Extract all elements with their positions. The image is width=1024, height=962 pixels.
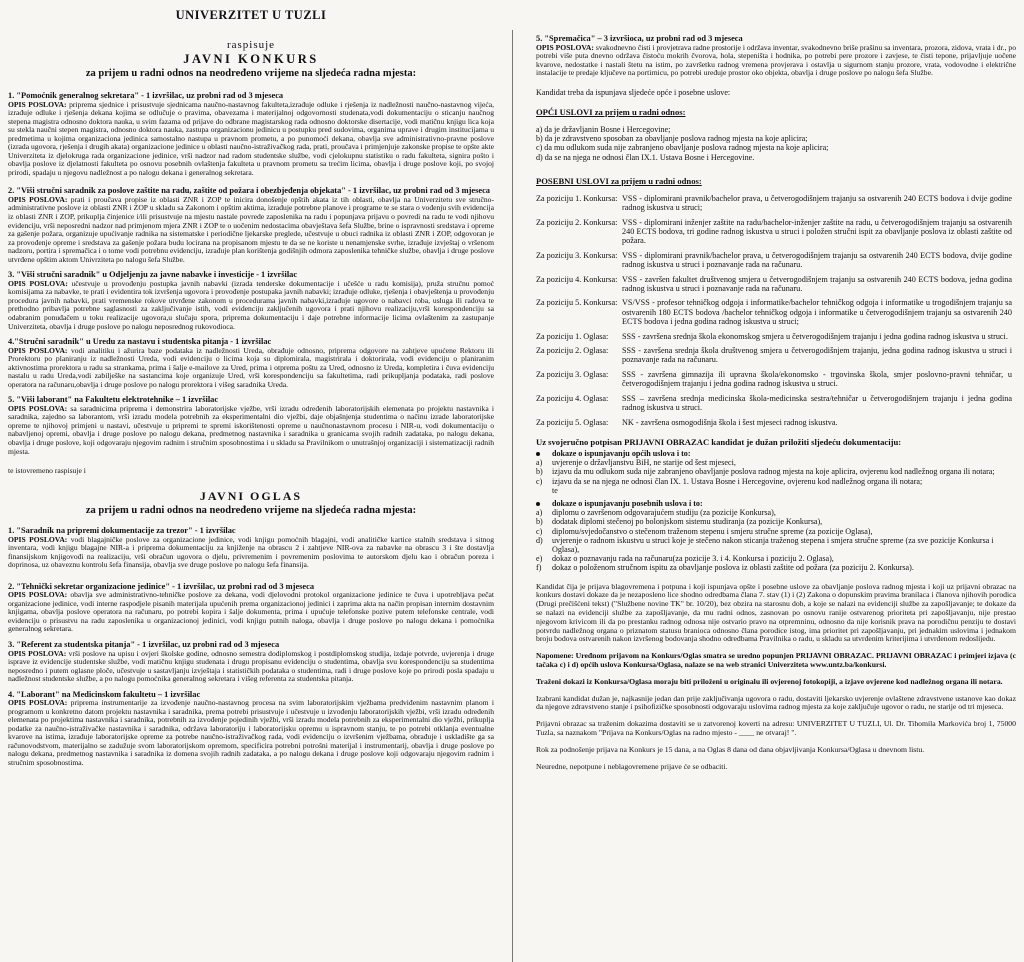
dokaz-marker: b)	[536, 467, 543, 477]
dokaz-text: diplomu/svjedočanstvo o stečenom traženom stepenu i smjeru stručne spreme (za pozicije Oglasa),	[552, 526, 873, 536]
konkurs-item-2	[8, 186, 494, 264]
dokaz-text: dodatak diplomi stečenoj po bolonjskom sistemu studiranja (za pozicije Konkursa),	[552, 517, 823, 527]
konkurs-item-body	[8, 347, 494, 390]
column-divider	[512, 30, 513, 962]
dokaz-text: dokaz o položenom stručnom ispitu za obavljanje poslova iz oblasti zaštite od požara (za poziciju 2. Konkursa).	[552, 563, 914, 573]
posebni-uslov-row	[536, 298, 1016, 326]
konkurs-item-heading: 2. "Viši stručni saradnik za poslove zaštite na radu, zaštite od požara i obezbjeđenja objekata" - 1 izvršilac, uz probni rad od 3 mjeseca	[8, 186, 490, 196]
konkurs-item-heading: 4."Stručni saradnik" u Uredu za nastavu i studentska pitanja - 1 izvršilac	[8, 337, 272, 347]
opis-text: priprema sjednice i prisustvuje sjednicama naučno-nastavnog fakulteta,izrađuje odluke i rješenja iz nadležnosti naučno-nastavnog vijeća, izrađuje odluke i rješenja dekana kojima se odlučuje o pravima, obavezama i materijalnoj odgovornosti studenata,vodi dokumentaciju o sticanju naučnog stepena magistra odnosno doktora nauka, u svim fazama od prijave do odbrane magistarskog rada odnosno doktorske disertacije, vodi matičnu knjigu lica koja su stekla naučni stepen magistra, odnosno doktora nauka, zastupa organizacionu jedinicu u postupku pred sudovima, organima uprave i drugim institucijama u predmetima u kojima organizaciona jedinica samostalno nastupa u pravnom prometu, a po punomoći dekana, obavlja sve administrativno-pravne poslove (izrada ugovora, rješenja i drugih akata) organizacione jedinice u oblasti naučno-istraživačkog rada, prati, proučava i primjenjuje zakonske propise te opšte akte Univerziteta iz djelokruga rada organizacione jedinice, vrši nadzor nad radom studentske službe, vodi cjelokupnu statistiku o radu fakulteta, signira pošto i obavlja poslove iz djelatnosti fakulteta po osnovu posebnih ovlaštenja fakulteta u pravnom prometu sa trećim licima, obavlja i druge poslove koji, po svojoj prirodi, spadaju u njegovu nadležnost a po nalogu dekana i generalnog sekretara.	[8, 99, 494, 177]
dokaz-posebni-title: dokaze o ispunjavanju posebnih uslova i to:	[552, 498, 703, 508]
posebni-uslov-row	[536, 394, 1016, 413]
neuredne-paragraph: Neuredne, nepotpune i neblagovremene prijave će se odbaciti.	[536, 761, 728, 771]
dokaz-marker: d)	[536, 535, 543, 545]
konkurs-item-spremacica	[536, 34, 1016, 78]
konkurs-item-body	[8, 101, 494, 178]
opis-label: OPIS POSLOVA:	[8, 590, 68, 600]
pozicija-label: Za poziciju 5. Konkursa:	[536, 298, 618, 308]
napomene-paragraph: Napomene: Uređnom prijavom na Konkurs/Oglas smatra se uredno popunjen PRIJAVNI OBRAZAC. PRIJAVNI OBRAZAC i primjeri izjava (c tačaka c) i d) općih uslova Konkursa/Oglasa, nalaze se na web stranici Univerziteta www.untz.ba/konkursi.	[536, 651, 1016, 669]
dokaz-text: uvjerenje o državljanstvu BiH, ne starije od šest mjeseci,	[552, 458, 736, 468]
pozicija-uslov: SSS - završena srednja škola društvenog smjera u četverogodišnjem trajanju, jedna godina radnog iskustva u struci i poznavanje rada na računaru.	[622, 346, 1012, 365]
opis-label: OPIS POSLOVA:	[8, 534, 68, 544]
dokaz-item	[536, 563, 1016, 572]
opis-text: vrši poslove na upisu i ovjeri školske godine, odnosno semestra dodiplomskog i postdiplomskog studija, izdaje potvrde, uvjerenja i druge isprave iz evidencije studentske službe, vodi matičnu knjigu studenata i drugu propisanu evidenciju o studentima, obavlja svu korespondenciju sa studentima neposredno i putem oglasne ploče, učestvuje u sastavljanju izvještaja i statističkih podataka o studentima, radi i druge poslove koje po prirodi posla spadaju u nadležnost studentske službe, a po nalogu pomoćnika generalnog sekretara i višeg referenta za studentska pitanja.	[8, 648, 494, 684]
dokaz-opci-title-row	[536, 449, 1016, 458]
dokaz-marker: b)	[536, 517, 543, 527]
oglas-subtitle: za prijem u radni odnos na neodređeno vrijeme na sljedeća radna mjesta:	[85, 505, 417, 517]
pozicija-uslov: VSS - završen fakultet društvenog smjera u četverogodišnjem trajanju sa ostvarenih 240 ECTS bodova, jedna godina radnog iskustva u struci i poznavanje rada na računaru.	[622, 274, 1012, 294]
konkurs-item-4	[8, 337, 494, 389]
konkurs-subtitle: za prijem u radni odnos na neodređeno vrijeme na sljedeća radna mjesta:	[85, 68, 417, 79]
dokaz-item	[536, 467, 1016, 476]
opis-text: svakodnevno čisti i provjetrava radne prostorije i održava inventar, svakodnevno briše prašinu sa inventara, prozora, zidova, vrata i dr., po potrebi više puta dnevno održava čistoću mokrih čvorova, hola, stepeništa i hodnika, po potrebi pere prozore i zavjese, te čisti tepone, prijavljuje uočene kvarove, nedostatke i nastali štetu na istim, po završetku radnog vremena provjerava i ostavlja u sigurnom stanju prozore, vrata, vodovodne i električne instalacije te predaje ključeve na portirnicu, po potrebi uređuje prostor oko objekta, obavlja i druge poslove po nalogu šefa Službe.	[536, 42, 1016, 78]
left-column	[0, 0, 504, 768]
oglas-item-body	[8, 591, 494, 634]
dokaz-text: te	[552, 485, 558, 495]
oglas-item-4	[8, 690, 494, 768]
oglas-item-heading: 4. "Laborant" na Medicinskom fakultetu – 1 izvršilac	[8, 689, 201, 699]
opis-text: obavlja sve administrativno-tehničke poslove za dekana, vodi djelovodni protokol organizacione jedinice te čuva i upotrebljava pečat organizacione jedinice, vodi interne raspodjele pisanih materijala upućenih prema organizacionoj jedinici i zaprima akta na način propisan internim dostavnim knjigama, obavlja poslove operatora na računaru, po potrebi kopira i šalje dokumenta, prima i upućuje telefonske pozive putem telefonske centrale, vodi evidenciju o prisustvu na radu zaposlenika u organizacionoj jedinici, vodi knjigu putnih naloga, obavlja i druge poslove po nalogu dekana i pomoćnika generalnog sekretara.	[8, 590, 494, 634]
dokaz-text: diplomu o završenom odgovarajućem studiju (za pozicije Konkursa),	[552, 508, 776, 518]
opis-text: učestvuje u provođenju postupka javnih nabavki (izrada tenderske dokumentacije i učešće u radu komisija), pruža stručnu pomoć komisijama za nabavke, te prati i evidentira tok izvršenja ugovora i provođenje postupaka javnih nabavki; izrađuje odluke, rješenja i obavještenja u provođenju procedura javnih nabavki, prati vremenske rokove utvrđene zakonom u procedurama javnih nabavki,izrađuje ugovore o nabavci roba, usluga ili radova te prethodno pribavlja potrebne saglasnosti za zaključivanje istih, vodi evidenciju zaključenih ugovora i prati njihovu realizaciju,vrši korespondenciju sa odabranim ponuđačem u toku realizacije ugovora,u slučaju spora, priprema dokumentaciju i daje potrebne informacije licima ovlaštenim za zastupanje Univerziteta, obavlja i druge poslove po nalogu neposrednog rukovodioca.	[8, 278, 494, 331]
ljekarsko-paragraph: Izabrani kandidat dužan je, najkasnije jedan dan prije zaključivanja ugovora o radu, dostaviti ljekarsko uvjerenje ovlaštene zdravstvene ustanove kao dokaz da njegove zdravstveno stanje i psihofizičke sposobnosti odgovaraju uslovima radnog mjesta za koje zaključuje ugovor o radu, ne starije od tri mjeseca.	[536, 693, 1016, 712]
konkurs-item-heading: 5. "Spremačica" – 3 izvršioca, uz probni rad od 3 mjeseca	[536, 34, 743, 43]
adresa-paragraph: Prijavni obrazac sa traženim dokazima dostaviti se u zatvorenoj koverti na adresu: UNIVERZITET U TUZLI, Ul. Dr. Tihomila Markovića broj 1, 75000 Tuzla, sa naznakom "Prijava na Konkurs/Oglas na radno mjesto - ____ ne otvaraj! ".	[536, 719, 1016, 737]
dokaz-item	[536, 527, 1016, 536]
dokaz-text: izjavu da se na njega ne odnosi član IX. 1. Ustava Bosne i Hercegovine, ovjerenu kod nadležnog organa ili notara;	[552, 476, 923, 486]
dokaz-item	[536, 508, 1016, 517]
posebni-uslov-row	[536, 251, 1016, 270]
pozicija-label: Za poziciju 2. Konkursa:	[536, 217, 618, 227]
kandidat-line: Kandidat treba da ispunjava sljedeće opće i posebne uslove:	[536, 87, 731, 97]
dokaz-text: dokaz o poznavanju rada na računaru(za pozicije 3. i 4. Konkursa i poziciju 2. Oglasa),	[552, 554, 834, 564]
oglas-item-heading: 1. "Saradnik na pripremi dokumentacije za trezor" - 1 izvršilac	[8, 526, 236, 536]
opis-label: OPIS POSLOVA:	[8, 648, 67, 658]
pozicija-label: Za poziciju 1. Konkursa:	[536, 193, 618, 203]
konkurs-title: JAVNI KONKURS	[183, 52, 319, 66]
opis-text: sa saradnicima priprema i demonstrira laboratorijske vježbe, vrši izradu određenih laboratorijskih elemenata po projektu nastavnika i saradnika, zajedno sa laborantom, vrši izradu modela potrebnih za eksperimentalni dio vježbi, daje objašnjenja studentima o načinu izrade laboratorijske opreme te njihovoj primjeni u nastavi, učestvuje u pripremi te spremi iskorištenosti opreme u naučnonastavnom procesu i NIR-u, vodi dokumentaciju o nabavljenoj opremi, obavlja i druge poslove po nalogu dekana, predmetnog nastavnika i saradnika u granicama svojih radnih zadataka, po nalogu dekana, obavlja i druge poslove, koji odgovaraju njegovim radnim i stručnim sposobnostima i u skladu sa Pravilnikom o unutrašnjoj organizaciji i sistematizaciji radnih mjesta.	[8, 403, 494, 456]
pozicija-uslov: SSS - završena gimnazija ili upravna škola/ekonomsko - trgovinska škola, smjer poslovno-pravni tehničar, u četverogodišnjem trajanju i jedna godina radnog iskustva u struci.	[622, 369, 1012, 389]
university-title: UNIVERZITET U TUZLI	[175, 8, 327, 22]
opis-text: vodi blagajničke poslove za organizacione jedinice, vodi knjigu pomoćnih blagajni, vodi analitičke kartice stalnih sredstava i sitnog inventara, vodi knjigu blagajne NIR-a i priprema dokumentaciju za knjiženje na obrascu 2 i zahtjeve NIR-ova za nabavke na obrascu 3 i šte dostavlja finansijskom knjigovođi na realizaciju, vrši obračun ugovora o djelu, privremenim i povremenim poslovima te autorskom djelu kao i obračun poreza i doprinosa, uz obaveznu kontrolu šefa finansija, obavlja sve druge poslove po nalogu šefa finansija.	[8, 534, 495, 570]
opci-uslovi-list	[536, 125, 1016, 162]
bullet-icon	[536, 499, 552, 508]
opis-label: OPIS POSLOVA:	[8, 99, 67, 109]
konkurs-item-body	[8, 405, 494, 456]
dokaz-marker: a)	[536, 508, 543, 518]
dokaz-marker	[536, 486, 552, 495]
dokaz-opci-list	[536, 449, 1016, 495]
dokaz-item	[536, 458, 1016, 467]
konkurs-item-heading: 5. "Viši laborant" na Fakultetu elektrotehnike – 1 izvršilac	[8, 395, 219, 405]
opis-label: OPIS POSLOVA:	[8, 698, 68, 708]
opis-label: OPIS POSLOVA:	[8, 403, 68, 413]
oglas-item-2	[8, 582, 494, 634]
opci-uslov: d) da se na njega ne odnosi član IX.1. Ustava Bosne i Hercegovine.	[536, 152, 755, 162]
pozicija-label: Za poziciju 5. Oglasa:	[536, 417, 609, 427]
konkurs-item-1	[8, 91, 494, 177]
pozicija-uslov: NK - završena osmogodišnja škola i šest mjeseci radnog iskustva.	[622, 417, 838, 427]
dokaz-marker: f)	[536, 563, 542, 573]
oglas-item-body	[8, 699, 494, 767]
pozicija-label: Za poziciju 4. Konkursa:	[536, 274, 618, 284]
dokaz-text: uvjerenje o radnom iskustvu u struci koje je stečeno nakon sticanja traženog stepena i smjera stručne spreme (za sve pozicije Konkursa i Oglasa),	[552, 535, 994, 554]
konkurs-item-body	[536, 44, 1016, 78]
konkurs-item-heading: 3. "Viši stručni saradnik" u Odjeljenju za javne nabavke i investicije - 1 izvršilac	[8, 270, 298, 280]
bullet-icon	[536, 449, 552, 458]
dokaz-posebni-title-row	[536, 499, 1016, 508]
oglas-item-3	[8, 640, 494, 684]
pozicija-label: Za poziciju 2. Oglasa:	[536, 346, 609, 356]
oglas-title: JAVNI OGLAS	[199, 489, 303, 504]
pozicija-uslov: VS/VSS - profesor tehničkog odgoja i informatike/bachelor tehničkog odgoja i informatike u trogodišnjem trajanju sa ostvarenih 180 ECTS bodova /bachelor tehničkog odgoja i informatike u četverogodišnjem trajanju sa ostvarenih 240 ECTS bodova i jedna godina radnog iskustva u struci;	[622, 298, 1012, 327]
opis-label: OPIS POSLOVA:	[8, 278, 68, 288]
dokaz-marker: c)	[536, 476, 543, 486]
posebni-uslov-row	[536, 275, 1016, 294]
opis-text: prati i proučava propise iz oblasti ZNR i ZOP te inicira donošenje opštih akata iz tih oblasti, obavlja na Univerzitetu sve stručno-administrativne poslove iz oblasti ZNR i ZOP u skladu sa Zakonom i opštim aktima, izrađuje potrebne planove i programe te se stara o vođenju svih evidencija iz oblasti ZNR i ZOP, prikuplja činjenice i/ili prisustvuje na mjestu nastale povrede zaposlenika na radu i popunjava prijavu o povredi na radu te vodi njihovu evidenciju, vrši neposredni nadzor nad primjenom mjera ZNR i ZOP te o uočenim nedostacima obavještava šefa Službe, brine o ispravnosti sredstava i opreme za gašenje požara, organizuje upućivanje radnika na sistematske i periodične ljekarske preglede, učestvuje u obuci radnika iz oblasti ZNR i ZOP, odgovoran je za provođenje opreme i sredstava za gašenje požara budu locirana na propisanom mjestu te da se ne koriste u nenamjenske svrhe, izrađuje izvještaj o vršenom nadzoru, portira i spremačica i o tome vodi potrebnu evidenciju, izrađuje plan korištenja godišnjih odmora zaposlenika tehničke službe, obavlja i druge poslove utvrđene opštim aktom Univrziteta po nalogu šefa Službe.	[8, 194, 494, 264]
pozicija-label: Za poziciju 1. Oglasa:	[536, 331, 609, 341]
istovremeno-line: te istovremeno raspisuje i	[8, 466, 86, 476]
posebni-uslov-row	[536, 194, 1016, 213]
posebni-uslov-row	[536, 218, 1016, 246]
dokumentacija-intro: Uz svojeručno potpisan PRIJAVNI OBRAZAC kandidat je dužan priložiti sljedeću dokumentaciju:	[536, 436, 902, 447]
right-column	[524, 0, 1020, 771]
oglas-item-heading: 3. "Referent za studentska pitanja" - 1 izvršilac, uz probni rad od 3 mjeseca	[8, 640, 280, 650]
opis-label: OPIS POSLOVA:	[8, 194, 68, 204]
posebni-uslov-row	[536, 346, 1016, 365]
opis-label: OPIS POSLOVA:	[8, 345, 68, 355]
pozicija-uslov: VSS - diplomirani pravnik/bachelor prava, u četverogodišnjem trajanju sa ostvarenih 240 ECTS bodova, dvije godine radnog iskustva u struci i poznavanje rada na računaru.	[622, 250, 1012, 270]
posebni-uslov-row	[536, 332, 1016, 341]
oglas-item-body	[8, 536, 494, 570]
konkurs-item-body	[8, 196, 494, 264]
raspisuje-line: raspisuje	[226, 39, 276, 51]
dokaz-marker: e)	[536, 554, 543, 564]
oglas-item-1	[8, 526, 494, 570]
dokaz-item	[536, 486, 1016, 495]
posebni-uslovi-list	[536, 194, 1016, 427]
konkurs-item-3	[8, 270, 494, 331]
pozicija-uslov: SSS – završena srednja medicinska škola-medicinska sestra/tehničar u četverogodišnjem trajanju i jedna godina radnog iskustva u struci.	[622, 393, 1012, 413]
dokaz-item	[536, 554, 1016, 563]
opci-uslov: b) da je zdravstveno sposoban za obavljanje poslova radnog mjesta na koje aplicira;	[536, 134, 808, 144]
opci-uslov: c) da mu odlukom suda nije zabranjeno obavljanje poslova radnog mjesta na koje aplicira;	[536, 143, 829, 153]
dokaz-item	[536, 536, 1016, 554]
konkurs-item-5	[8, 395, 494, 456]
dokaz-item	[536, 517, 1016, 526]
opis-text: priprema instrumentarije za izvođenje naučno-nastavnog procesa na svim laboratorijskim vježbama predviđenim nastavnim planom i programom u konkretno datom projektu nastavnika i saradnika, prema potrebi prisustvuje i učestvuje u izvođenju laboratorijskih vježbi, vrši izradu određenih elemenata po projektima nastavnika i saradnika, potrebnih za izvođenje pojedinih vježbi, vrši izradu modela potrebnih za eksperimentalni dio vježbi, prikuplja podatke za naučno-istraživačke nastavnika i saradnika, održava laboratoriju i laboratorijsku opremu u ispravnom stanju, te po potrebi otklanja eventualne kvarove na istima, izrađuje laboratorijske opreme za potrebe naučno-istraživačkog rada, vodi evidenciju o izvršenim vježbama, obrađuje i uskladište ga sa računovodstvom, materijalno se zadužuje svom laboratorijskom opremom, specificira potrebni potrošni materijal i instrumentarij, obavlja i druge poslove po nalogu dekana, predmetnog nastavnika i saradnika iz domena svojih radnih zadataka, a po nalogu dekana i druge poslove koji odgovaraju njegovim radnim i stručnim sposobnostima.	[8, 698, 494, 768]
posebni-uslov-row	[536, 418, 1016, 427]
pozicija-uslov: VSS - diplomirani pravnik/bachelor prava, u četverogodišnjem trajanju sa ostvarenih 240 ECTS bodova i dvije godine radnog iskustva u struci;	[622, 193, 1012, 213]
pozicija-label: Za poziciju 4. Oglasa:	[536, 393, 609, 403]
dokazi-paragraph: Traženi dokazi iz Konkursa/Oglasa moraju biti priloženi u originalu ili ovjerenoj fotokopiji, a izjave ovjerene kod nadležnog organa ili notara.	[536, 676, 1003, 686]
pozicija-label: Za poziciju 3. Oglasa:	[536, 369, 609, 379]
opci-uslovi-title: OPĆI USLOVI za prijem u radni odnos:	[536, 106, 686, 117]
pozicija-uslov: VSS - diplomirani inženjer zaštite na radu/bachelor-inženjer zaštite na radu, u četverogodišnjem trajanju sa ostvarenih 240 ECTS bodova, tri godine radnog iskustva u struci i položen stručni ispit za obavljanje poslova iz oblasti zaštite od požara.	[622, 217, 1012, 246]
opis-text: vodi analitiku i ažurira baze podataka iz nadležnosti Ureda, obrađuje odnosno, priprema odgovore na zahtjeve upućene Rektoru ili Prorektoru po planiranju iz nadležnosti Ureda, vodi evidenciju o licima koja su diplomirala, magistrirala i doktorirala, vodi evidenciju o planiranim aktivnostima prorektora u radu sa strankama, prima i šalje e-mailove za Ured, prima i otprema poštu za Ured, odnosno iz Ureda, kompletira i čuva evidenciju nastalu u radu Ureda,vodi zabilješke na sastancima koje organizuje Ured, vrši korespondenciju sa fakultetima, radi prikupljanja podataka, radi poslove operatora na računaru,obavlja i druge poslove po nalogu prorektora i višeg saradnika Ureda.	[8, 345, 494, 389]
prioritet-paragraph: Kandidat čija je prijava blagovremena i potpuna i koji ispunjava opšte i posebne uslove za obavljanje poslova radnog mjesta i koji uz prijavni obrazac na konkurs dostavi dokaze da je nezaposleno lice shodno odredbama člana 7. stav (1) i (2) Zakona o dopunskim pravima branilaca i članova njihovih porodica (Drugi prečišćeni tekst) ("Službene novine TK" br. 10/20), bez obzira na starosnu dob, a koje se nalazi na evidenciji službe za zapošljavanje; te dokaze da se nalazi na evidenciji službe za zapošljavanje, da mu radni odnos, zasnovan po osnovu ranije ostvarenog prioriteta pri zapošljavanju, nije prestao njegovom krivicom ili da po prestanku radnog odnosa nije ostvario pravo na otpremninu, odnosno da nije korisnik prava na porodičnu penziju te dostavi potvrdu nadležnog organa o priznatom statusu branioca odnosno člana porodice istog, ima prioritet pri zapošljavanju, pri jednakim uslovima i jednakom broju bodova ostvarenih nakon izvršenog bodovanja shodno odredbama Pravilnika o radu, u skladu sa utvrđenim kriterijima i utvrđenom redoslijedu.	[536, 581, 1016, 644]
dokaz-item	[536, 477, 1016, 486]
pozicija-label: Za poziciju 3. Konkursa:	[536, 250, 618, 260]
oglas-item-body	[8, 650, 494, 684]
posebni-uslov-row	[536, 370, 1016, 389]
dokaz-marker: c)	[536, 526, 543, 536]
dokaz-marker: a)	[536, 458, 543, 468]
rok-paragraph: Rok za podnošenje prijava na Konkurs je 15 dana, a na Oglas 8 dana od dana objavljivanja Konkursa/Oglasa u dnevnom listu.	[536, 744, 925, 754]
dokaz-posebni-list	[536, 499, 1016, 573]
oglas-item-heading: 2. "Tehnički sekretar organizacione jedinice" - 1 izvršilac, uz probni rad od 3 mjeseca	[8, 581, 315, 591]
konkurs-item-body	[8, 280, 494, 331]
dokaz-opci-title: dokaze o ispunjavanju općih uslova i to:	[552, 448, 691, 458]
opci-uslov: a) da je državljanin Bosne i Hercegovine;	[536, 124, 671, 134]
pozicija-uslov: SSS - završena srednja škola ekonomskog smjera u četverogodišnjem trajanju i jedna godina radnog iskustva u struci.	[622, 331, 1008, 341]
opis-label: OPIS POSLOVA:	[536, 42, 594, 52]
dokaz-text: izjavu da mu odlukom suda nije zabranjeno obavljanje poslova radnog mjesta na koje aplicira, ovjerenu kod nadležnog organa ili notara;	[552, 467, 995, 477]
posebni-uslovi-title: POSEBNI USLOVI za prijem u radni odnos:	[536, 175, 702, 186]
konkurs-item-heading: 1. "Pomoćnik generalnog sekretara" - 1 izvršilac, uz probni rad od 3 mjeseca	[8, 91, 284, 100]
